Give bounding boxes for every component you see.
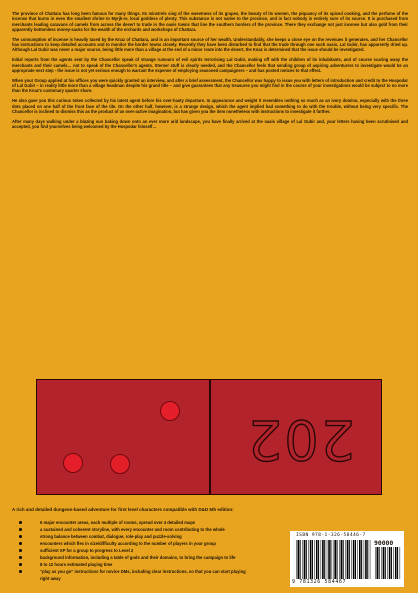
price-code: 90000 [374,539,394,547]
blurb-paragraph: He also gave you this curious token collected by his latest agent before his over-hasty departure. In appearance and weight it resembles nothing so much as an ivory domino, especially with the three dots placed on one half of the front face of the tile. On the other half, however, is a strange design, which the agent implied had something to do with the trouble, without being very specific. The Chancellor is inclined to dismiss this as the product of an over-active imagination, but has given you the item nonetheless with instructions to investigate it further. [12,98,408,114]
blurb-paragraph: After many days walking under a blazing sun baking down onto an ever more arid landscape, you have finally arrived at the oasis village of Lal Gubir and, your letters having been scrutinised and accepted, you find yourselves being welcomed by the Hospodar himself… [12,118,408,130]
domino-pip [110,454,130,474]
domino-token [36,379,382,495]
blurb-text [12,11,408,134]
blurb-paragraph: Initial reports from the agents sent by the Chancellor speak of strange rumours of evil spirits terrorising Lal Gubir, making off with the children of its inhabitants, and of course scaring away the merchants and their camels… not to speak of the Chancellor's agents. Sterner stuff is clearly needed, and the Chancellor feels that sending group of aspiring adventurers to investigate would be an appropriate next step - the issue is not yet serious enough to warrant the expense of employing seasoned campaigners – and has posted notices to that effect. [12,57,408,73]
domino-pip [160,401,180,421]
feature-item: “play as you go” instructions for novice DMs, including clear instructions, so that you can start playing right away [19,568,249,582]
barcode-digits: 9 781326 584467 [292,579,347,585]
feature-item: 8 to 12 hours estimated playing time [19,561,249,568]
domino-divider [209,380,211,494]
barcode-bars [296,540,371,579]
isbn-barcode [290,531,404,587]
blurb-paragraph: When your Group applied at his offices you were quickly granted an interview, and after a brief assessment, the Chancellor was happy to issue you with letters of introduction and credit to the Hospodar of Lal Gubir – in reality little more than a village headman despite his grand title – and give guarantees that any treasures you might find in the course of your investigations would be subject to no more than the Knaz's customary quarter share. [12,77,408,94]
addon-barcode-bars [375,547,401,579]
features-heading: A rich and detailed dungeon-based adventure for first level characters compatible with D&D 5th edition: [12,507,234,512]
feature-item: sufficient XP for a group to progress to Level 2 [19,547,249,554]
feature-item: strong balance between combat, dialogue, role-play and puzzle-solving [19,533,249,540]
feature-item: 6 major encounter areas, each multiple of rooms, spread over 4 detailed maps [19,519,249,526]
feature-item: a sustained and coherent storyline, with every encounter and room contributing to the whole [19,526,249,533]
feature-item: background information, including a table of gods and their domains, to bring the campaign to life [19,554,249,561]
domino-pip [63,453,83,473]
blurb-paragraph: The consumption of incense is heavily taxed by the Knaz of Chattara, and is an important source of her wealth. Understandably, she keeps a close eye on the revenues it generates, and her Chancellor has instructions to keep detailed accounts and to monitor the border towns closely. Recently they have been disturbed to find that the trade through one such oasis, Lal Gubir, has apparently dried up. Although Lal Gubir was never a major source, being little more than a village at the end of a minor route into the desert, the Knaz is determined that the issue should be investigated. [12,36,408,53]
features-list [19,519,249,582]
blurb-paragraph: The province of Chattara has long been famous for many things. Its minstrels sing of the sweetness of its grapes, the beauty of its women, the piquancy of its spiced cooking, and the perfume of the incense that burns in even the smallest shrine to Myrjk-re, local goddess of plenty. This substance is not native to the province, and in fact nobody is entirely sure of its source. It is purchased from merchants leading caravans of camels from across the desert to trade in the oasis towns that line the southern borders of the province. There they exchange not just incense but also gold from their apparently bottomless money-sacks for the wealth of the orchards and workshops of Chattara. [12,11,408,32]
domino-glyph: 202 [245,408,355,471]
isbn-label: ISBN 978-1-326-58446-7 [296,533,366,538]
feature-item: encounters which flex in size/difficulty according to the number of players in your group [19,540,249,547]
